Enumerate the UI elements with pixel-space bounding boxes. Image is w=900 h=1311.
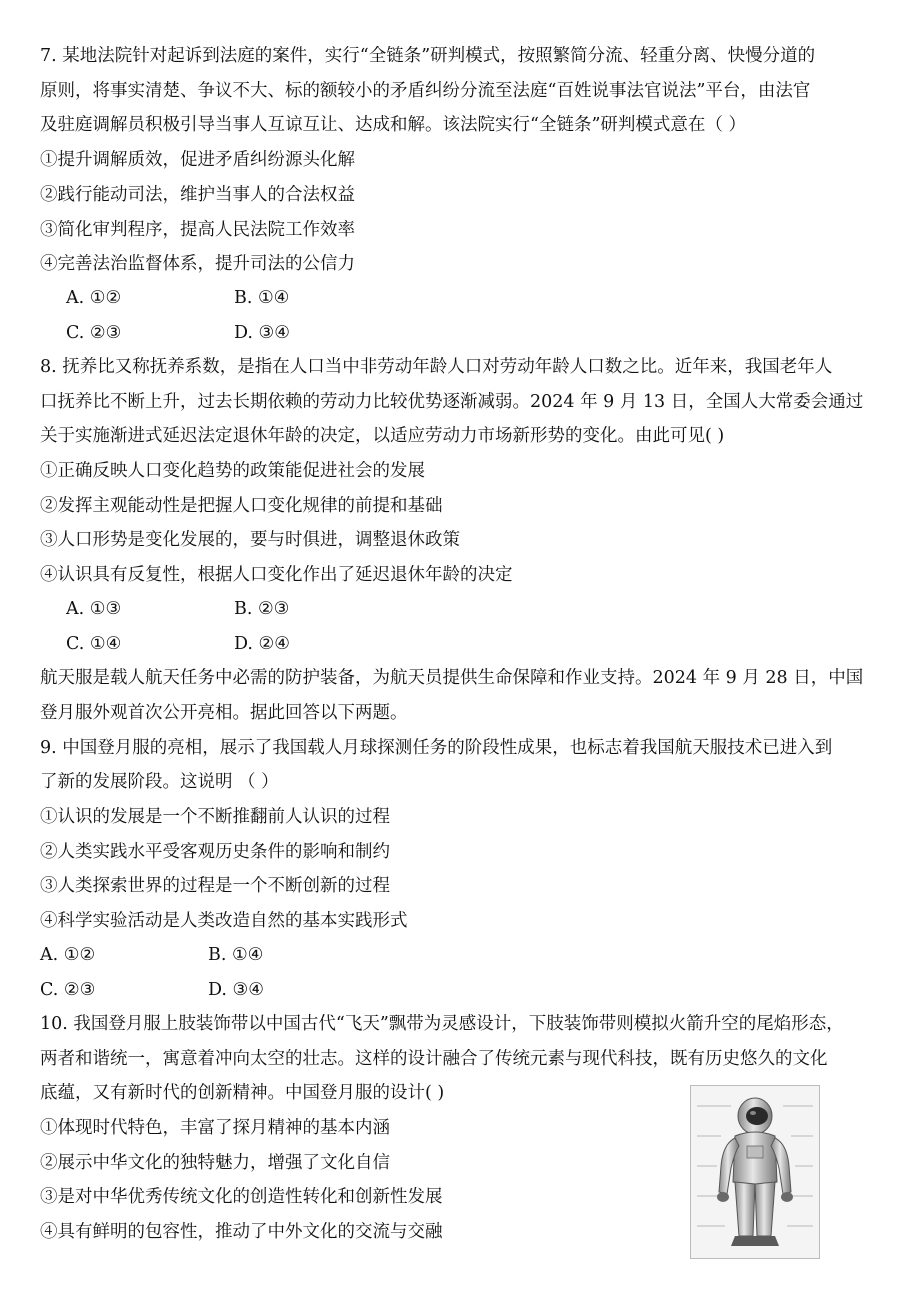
intro-line-2: 登月服外观首次公开亮相。据此回答以下两题。 xyxy=(40,703,408,723)
q8-option-a: A. ①③ xyxy=(66,599,122,619)
q9-stem-line-1: 9. 中国登月服的亮相，展示了我国载人月球探测任务的阶段性成果，也标志着我国航天服技术已进入到 xyxy=(40,738,833,758)
q9-option-c: C. ②③ xyxy=(40,980,96,1000)
q7-statement-4: ④完善法治监督体系，提升司法的公信力 xyxy=(40,254,355,274)
q9-option-a: A. ①② xyxy=(40,945,96,965)
q8-stem-line-3: 关于实施渐进式延迟法定退休年龄的决定，以适应劳动力市场新形势的变化。由此可见( ) xyxy=(40,426,725,446)
q10-stem-line-2: 两者和谐统一，寓意着冲向太空的壮志。这样的设计融合了传统元素与现代科技，既有历史悠久的文化 xyxy=(40,1049,828,1069)
q10-statement-4: ④具有鲜明的包容性，推动了中外文化的交流与交融 xyxy=(40,1222,443,1242)
q8-statement-2: ②发挥主观能动性是把握人口变化规律的前提和基础 xyxy=(40,496,443,516)
q9-option-d: D. ③④ xyxy=(208,980,264,1000)
q8-option-b: B. ②③ xyxy=(234,599,290,619)
q7-option-d: D. ③④ xyxy=(234,323,290,343)
q10-statement-1: ①体现时代特色，丰富了探月精神的基本内涵 xyxy=(40,1118,390,1138)
q9-option-b: B. ①④ xyxy=(208,945,264,965)
q8-statement-1: ①正确反映人口变化趋势的政策能促进社会的发展 xyxy=(40,461,425,481)
q10-statement-3: ③是对中华优秀传统文化的创造性转化和创新性发展 xyxy=(40,1187,443,1207)
q7-option-b: B. ①④ xyxy=(234,288,290,308)
q9-statement-1: ①认识的发展是一个不断推翻前人认识的过程 xyxy=(40,807,390,827)
q7-stem-line-2: 原则，将事实清楚、争议不大、标的额较小的矛盾纠纷分流至法庭“百姓说事法官说法”平台，由法官 xyxy=(40,81,811,101)
q8-stem-line-1: 8. 抚养比又称抚养系数，是指在人口当中非劳动年龄人口对劳动年龄人口数之比。近年来，我国老年人 xyxy=(40,357,833,377)
q8-option-c: C. ①④ xyxy=(66,634,122,654)
q9-statement-3: ③人类探索世界的过程是一个不断创新的过程 xyxy=(40,876,390,896)
q8-option-d: D. ②④ xyxy=(234,634,290,654)
q10-statement-2: ②展示中华文化的独特魅力，增强了文化自信 xyxy=(40,1153,390,1173)
astronaut-icon xyxy=(691,1086,819,1258)
q9-statement-2: ②人类实践水平受客观历史条件的影响和制约 xyxy=(40,842,390,862)
q8-statement-3: ③人口形势是变化发展的，要与时俱进，调整退休政策 xyxy=(40,530,460,550)
q10-stem-line-3: 底蕴，又有新时代的创新精神。中国登月服的设计( ) xyxy=(40,1083,445,1103)
q9-stem-line-2: 了新的发展阶段。这说明 （ ） xyxy=(40,772,279,792)
q8-statement-4: ④认识具有反复性，根据人口变化作出了延迟退休年龄的决定 xyxy=(40,565,513,585)
astronaut-figure xyxy=(690,1085,820,1259)
q7-statement-1: ①提升调解质效，促进矛盾纠纷源头化解 xyxy=(40,150,355,170)
q7-stem-line-3: 及驻庭调解员积极引导当事人互谅互让、达成和解。该法院实行“全链条”研判模式意在（ ） xyxy=(40,115,746,135)
q7-option-c: C. ②③ xyxy=(66,323,122,343)
q7-statement-2: ②践行能动司法，维护当事人的合法权益 xyxy=(40,185,355,205)
q7-option-a: A. ①② xyxy=(66,288,122,308)
q7-stem-line-1: 7. 某地法院针对起诉到法庭的案件，实行“全链条”研判模式，按照繁简分流、轻重分离、快慢分道的 xyxy=(40,46,816,66)
q7-statement-3: ③简化审判程序，提高人民法院工作效率 xyxy=(40,220,355,240)
q9-statement-4: ④科学实验活动是人类改造自然的基本实践形式 xyxy=(40,911,408,931)
q8-stem-line-2: 口抚养比不断上升，过去长期依赖的劳动力比较优势逐渐减弱。2024 年 9 月 13 日，全国人大常委会通过 xyxy=(40,392,864,412)
intro-line-1: 航天服是载人航天任务中必需的防护装备，为航天员提供生命保障和作业支持。2024 年 9 月 28 日，中国 xyxy=(40,668,864,688)
q10-stem-line-1: 10. 我国登月服上肢装饰带以中国古代“飞天”飘带为灵感设计，下肢装饰带则模拟火箭升空的尾焰形态， xyxy=(40,1014,844,1034)
